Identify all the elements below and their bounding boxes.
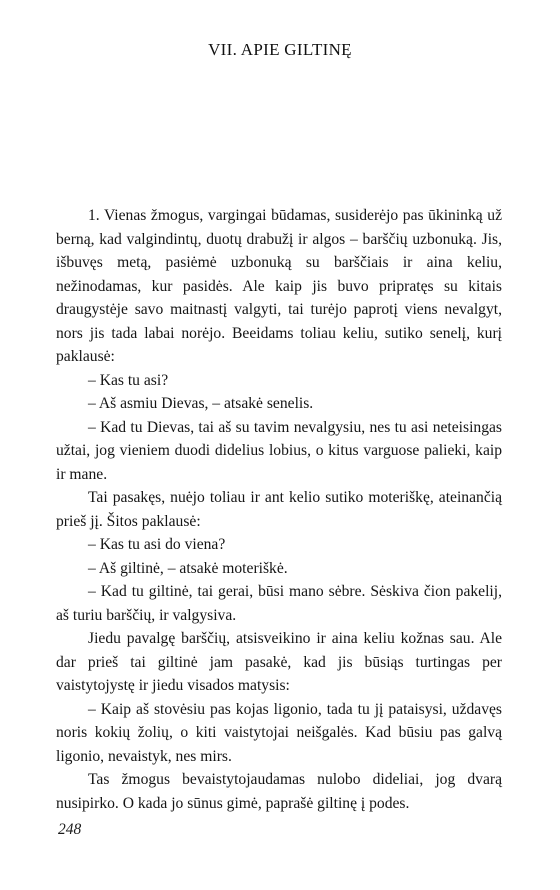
- paragraph: – Kad tu Dievas, tai aš su tavim nevalgysiu, nes tu asi neteisingas užtai, jog vieniem duodi didelius lobius, o kitus varguose palieki, kaip ir mane.: [56, 418, 502, 483]
- paragraph: Tas žmogus bevaistytojaudamas nulobo dideliai, jog dvarą nusipirko. O kada jo sūnus gimė, paprašė giltinę į podes.: [56, 771, 502, 812]
- chapter-title: VII. APIE GILTINĘ: [208, 40, 352, 59]
- paragraph: – Kad tu giltinė, tai gerai, būsi mano sėbre. Sėskiva čion pakelij, aš turiu barščių, ir valgysiva.: [56, 583, 502, 624]
- paragraph: – Aš asmiu Dievas, – atsakė senelis.: [88, 395, 314, 412]
- paragraph: – Kaip aš stovėsiu pas kojas ligonio, tada tu jį pataisysi, uždavęs noris kokių žolių, o kiti vaistytojai neišgalės. Kad būsiu pas galvą ligonio, nevaistyk, nes mirs.: [56, 700, 502, 765]
- paragraph: 1. Vienas žmogus, vargingai būdamas, susiderėjo pas ūkininką už berną, kad valgindintų, duotų drabužį ir algos – barščių uzbonuką. Jis, išbuvęs metą, pasiėmė uzbonuką su barščiais ir aina keliu, nežinodamas, kur pasidės. Ale kaip jis buvo pripratęs su kitais draugystėje savo maitnastį valgyti, tai turėjo paprotį viens nevalgyt, nors jis tada labai norėjo. Beeidams toliau keliu, sutiko senelį, kurį paklausė:: [56, 207, 502, 365]
- paragraph: Tai pasakęs, nuėjo toliau ir ant kelio sutiko moteriškę, ateinančią prieš jį. Šitos paklausė:: [56, 489, 502, 530]
- paragraph: – Kas tu asi do viena?: [88, 536, 226, 553]
- paragraph: – Aš giltinė, – atsakė moteriškė.: [88, 559, 288, 577]
- story-text: [56, 204, 502, 815]
- paragraph: Jiedu pavalgę barščių, atsisveikino ir aina keliu kožnas sau. Ale dar prieš tai giltinė jam pasakė, kad jis būsiąs turtingas per vaistytojystę ir jiedu visados matysis:: [56, 630, 502, 694]
- paragraph: – Kas tu asi?: [88, 371, 169, 389]
- page-number: 248: [58, 821, 82, 838]
